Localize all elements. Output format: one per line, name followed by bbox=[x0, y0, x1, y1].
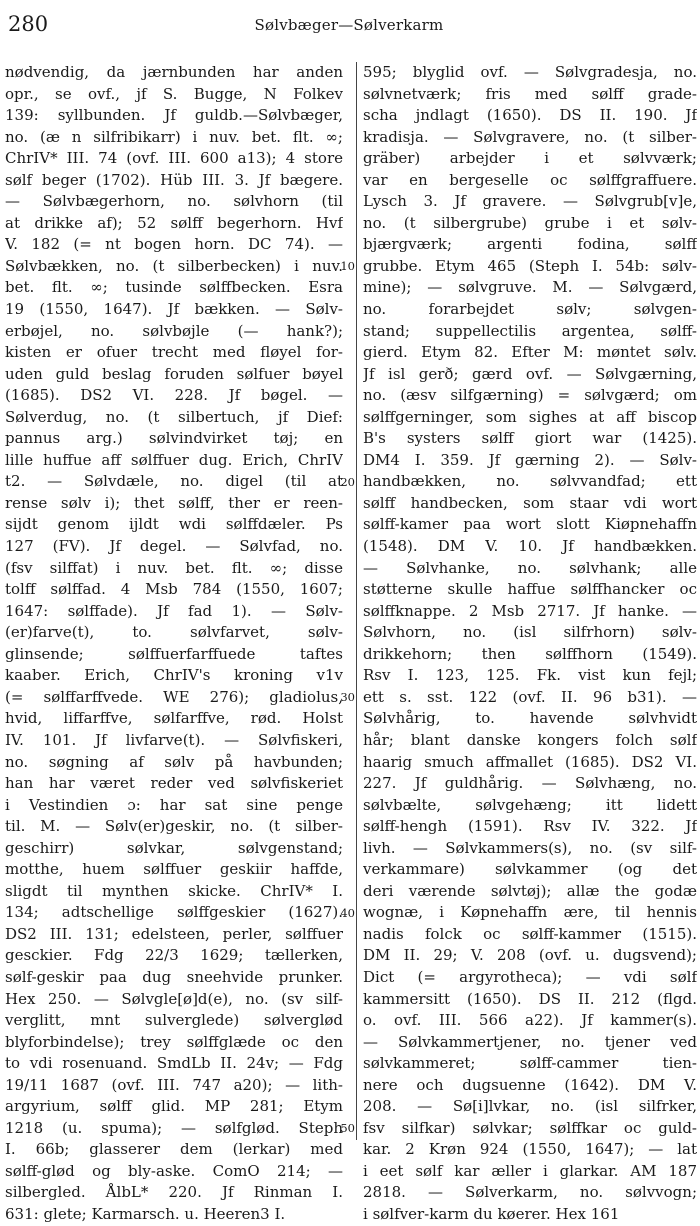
text-line: sølff-glød og bly-aske. ComO 214; — bbox=[5, 1161, 343, 1180]
text-line: han har været reder ved sølvfiskeriet bbox=[5, 774, 343, 793]
text-line: 1218 (u. spuma); — sølfglød. Steph bbox=[5, 1118, 343, 1137]
text-line: nere och dugsuenne (1642). DM V. bbox=[363, 1075, 697, 1094]
text-line: gräber) arbejder i et sølvværk; bbox=[363, 149, 697, 168]
text-line: pannus arg.) sølvindvirket tøj; en bbox=[5, 429, 343, 448]
line-number: 50 bbox=[340, 1121, 355, 1136]
text-line: gierd. Etym 82. Efter M: møntet sølv. bbox=[363, 343, 697, 362]
text-line: (fsv silffat) i nuv. bet. flt. ∞; disse bbox=[5, 558, 343, 577]
text-line: livh. — Sølvkammers(s), no. (sv silf- bbox=[363, 838, 697, 857]
line-number: 10 bbox=[340, 259, 355, 274]
text-line: Dict (= argyrotheca); — vdi sølf bbox=[363, 967, 697, 986]
text-line: i sølfver-karm du køerer. Hex 161 bbox=[363, 1204, 620, 1223]
text-line: nødvendig, da jærnbunden har anden bbox=[5, 63, 343, 81]
text-line: sølff-kamer paa wort slott Kiøpnehaffn bbox=[363, 515, 697, 534]
text-line: sligdt til mynthen skicke. ChrIV* I. bbox=[5, 881, 343, 900]
text-line: sijdt genom ijldt wdi sølffdæler. Ps bbox=[5, 515, 343, 534]
text-line: I. 66b; glasserer dem (lerkar) med bbox=[5, 1140, 343, 1159]
text-line: sølf-geskir paa dug sneehvide prunker. bbox=[5, 967, 343, 986]
line-number: 40 bbox=[340, 905, 355, 920]
text-line: i Vestindien ɔ: har sat sine penge bbox=[5, 795, 343, 814]
text-line: sølff handbecken, som staar vdi wort bbox=[363, 493, 697, 512]
text-line: til. M. — Sølv(er)geskir, no. (t silber- bbox=[5, 817, 343, 836]
text-line: 19 (1550, 1647). Jf bækken. — Sølv- bbox=[5, 300, 343, 319]
text-line: stand; suppellectilis argentea, sølff- bbox=[363, 321, 697, 340]
text-line: V. 182 (= nt bogen horn. DC 74). — bbox=[5, 235, 343, 254]
text-line: verglitt, mnt sulverglede) sølverglød bbox=[5, 1011, 343, 1030]
text-line: 631: glete; Karmarsch. u. Heeren3 I. bbox=[5, 1204, 286, 1223]
text-line: Jf isl gerð; gærd ovf. — Sølvgærning, bbox=[363, 364, 697, 383]
text-line: (1685). DS2 VI. 228. Jf bøgel. — bbox=[5, 386, 343, 405]
text-line: mine); — sølvgruve. M. — Sølvgærd, bbox=[363, 278, 697, 297]
text-line: DS2 III. 131; edelsteen, perler, sølffuer bbox=[5, 924, 343, 943]
text-line: 127 (FV). Jf degel. — Sølvfad, no. bbox=[5, 537, 343, 556]
text-line: no. (æsv silfgærning) = sølvgærd; om bbox=[363, 386, 697, 405]
text-line: fsv silfkar) sølvkar; sølffkar oc guld- bbox=[363, 1118, 697, 1137]
text-line: kisten er ofuer trecht med fløyel for- bbox=[5, 343, 343, 362]
text-line: hår; blant danske kongers folch sølf bbox=[363, 730, 697, 749]
text-line: no. (t silbergrube) grube i et sølv- bbox=[363, 213, 697, 232]
text-line: grubbe. Etym 465 (Steph I. 54b: sølv- bbox=[363, 256, 697, 275]
text-line: kar. 2 Krøn 924 (1550, 1647); — lat bbox=[363, 1140, 697, 1159]
text-line: B's systers sølff giort war (1425). bbox=[363, 429, 697, 448]
text-line: scha jndlagt (1650). DS II. 190. Jf bbox=[363, 106, 697, 125]
text-line: sølffgerninger, som sighes at aff biscop bbox=[363, 407, 697, 426]
text-line: at drikke af); 52 sølff begerhorn. Hvf bbox=[5, 213, 343, 232]
page-header bbox=[8, 8, 690, 38]
text-line: bjærgværk; argenti fodina, sølff bbox=[363, 235, 697, 254]
line-number: 20 bbox=[340, 474, 355, 489]
text-line: deri værende sølvtøj); allæ the godæ bbox=[363, 881, 697, 900]
text-line: var en bergeselle oc sølffgraffuere. bbox=[363, 170, 697, 189]
text-line: Hex 250. — Sølvgle[ø]d(e), no. (sv silf- bbox=[5, 989, 343, 1008]
text-line: wognæ, i Køpnehaffn ære, til hennis bbox=[363, 903, 697, 922]
text-line: ChrIV* III. 74 (ovf. III. 600 a13); 4 store bbox=[5, 149, 343, 168]
text-line: verkammare) sølvkammer (og det bbox=[363, 860, 697, 879]
text-line: — Sølvhanke, no. sølvhank; alle bbox=[363, 558, 697, 577]
text-line: silbergled. ÅlbL* 220. Jf Rinman I. bbox=[5, 1183, 343, 1202]
text-line: to vdi rosenuand. SmdLb II. 24v; — Fdg bbox=[5, 1054, 343, 1073]
text-line: uden guld beslag foruden sølfuer bøyel bbox=[5, 364, 343, 383]
text-line: opr., se ovf., jf S. Bugge, N Folkev bbox=[5, 84, 343, 103]
text-line: geschirr) sølvkar, sølvgenstand; bbox=[5, 838, 343, 857]
text-line: Sølvhårig, to. havende sølvhvidt bbox=[363, 709, 697, 728]
text-line: argyrium, sølff glid. MP 281; Etym bbox=[5, 1097, 343, 1116]
text-line: ett s. sst. 122 (ovf. II. 96 b31). — bbox=[363, 687, 697, 706]
text-line: 19/11 1687 (ovf. III. 747 a20); — lith- bbox=[5, 1075, 343, 1094]
text-line: kradisja. — Sølvgravere, no. (t silber- bbox=[363, 127, 697, 146]
text-line: glinsende; sølffuerfarffuede taftes bbox=[5, 644, 343, 663]
text-line: 227. Jf guldhårig. — Sølvhæng, no. bbox=[363, 774, 697, 793]
text-line: no. (æ n silfribikarr) i nuv. bet. flt. ∞; bbox=[5, 127, 343, 146]
running-title: Sølvbæger—Sølverkarm bbox=[254, 16, 444, 34]
right-column bbox=[363, 62, 697, 1226]
text-line: handbækken, no. sølvvandfad; ett bbox=[363, 472, 697, 491]
text-line: 595; blyglid ovf. — Sølvgradesja, no. bbox=[363, 63, 697, 81]
text-line: motthe, huem sølffuer geskiir haffde, bbox=[5, 860, 343, 879]
text-line: rense sølv i); thet sølff, ther er reen- bbox=[5, 493, 343, 512]
text-line: 139: syllbunden. Jf guldb.—Sølvbæger, bbox=[5, 106, 343, 125]
text-line: blyforbindelse); trey sølffglæde oc den bbox=[5, 1032, 343, 1051]
text-line: drikkehorn; then sølffhorn (1549). bbox=[363, 644, 697, 663]
text-line: o. ovf. III. 566 a22). Jf kammer(s). bbox=[363, 1011, 697, 1030]
text-line: (= sølffarffvede. WE 276); gladiolus, bbox=[5, 687, 343, 706]
text-line: 208. — Sø[i]lvkar, no. (isl silfrker, bbox=[363, 1097, 697, 1116]
text-line: kammersitt (1650). DS II. 212 (flgd. bbox=[363, 989, 697, 1008]
text-line: IV. 101. Jf livfarve(t). — Sølvfiskeri, bbox=[5, 730, 343, 749]
text-line: sølf beger (1702). Hüb III. 3. Jf bægere. bbox=[5, 170, 343, 189]
page-number: 280 bbox=[8, 12, 49, 36]
text-line: sølvkammeret; sølff-cammer tien- bbox=[363, 1054, 697, 1073]
text-line: DM4 I. 359. Jf gærning 2). — Sølv- bbox=[363, 450, 697, 469]
text-line: 2818. — Sølverkarm, no. sølvvogn; bbox=[363, 1183, 697, 1202]
text-line: lille huffue aff sølffuer dug. Erich, ChrIV bbox=[5, 450, 343, 469]
text-line: — Sølvkammertjener, no. tjener ved bbox=[363, 1032, 697, 1051]
text-line: tolff sølffad. 4 Msb 784 (1550, 1607; bbox=[5, 580, 343, 599]
text-line: gesckier. Fdg 22/3 1629; tællerken, bbox=[5, 946, 343, 965]
text-line: Rsv I. 123, 125. Fk. vist kun fejl; bbox=[363, 666, 697, 685]
text-line: haarig smuch affmallet (1685). DS2 VI. bbox=[363, 752, 697, 771]
text-line: kaaber. Erich, ChrIV's kroning v1v bbox=[5, 666, 343, 685]
text-line: 134; adtschellige sølffgeskier (1627). bbox=[5, 903, 343, 922]
text-line: Lysch 3. Jf gravere. — Sølvgrub[v]e, bbox=[363, 192, 697, 211]
text-line: — Sølvbægerhorn, no. sølvhorn (til bbox=[5, 192, 343, 211]
text-line: Sølverdug, no. (t silbertuch, jf Dief: bbox=[5, 407, 343, 426]
text-line: no. forarbejdet sølv; sølvgen- bbox=[363, 300, 697, 319]
line-number: 30 bbox=[340, 690, 355, 705]
text-line: erbøjel, no. sølvbøjle (— hank?); bbox=[5, 321, 343, 340]
text-line: sølvnetværk; fris med sølff grade- bbox=[363, 84, 697, 103]
text-line: (1548). DM V. 10. Jf handbækken. bbox=[363, 537, 697, 556]
text-line: sølvbælte, sølvgehæng; itt lidett bbox=[363, 795, 697, 814]
text-line: bet. flt. ∞; tusinde sølffbecken. Esra bbox=[5, 278, 343, 297]
text-line: Sølvhorn, no. (isl silfrhorn) sølv- bbox=[363, 623, 697, 642]
text-line: (er)farve(t), to. sølvfarvet, sølv- bbox=[5, 623, 343, 642]
text-line: i eet sølf kar æller i glarkar. AM 187 bbox=[363, 1161, 697, 1180]
text-line: DM II. 29; V. 208 (ovf. u. dugsvend); bbox=[363, 946, 697, 965]
text-line: nadis folck oc sølff-kammer (1515). bbox=[363, 924, 697, 943]
column-divider bbox=[356, 62, 357, 1140]
text-line: no. søgning af sølv på havbunden; bbox=[5, 752, 343, 771]
text-line: 1647: sølffade). Jf fad 1). — Sølv- bbox=[5, 601, 343, 620]
text-line: støtterne skulle haffue sølffhancker oc bbox=[363, 580, 697, 599]
text-line: sølffknappe. 2 Msb 2717. Jf hanke. — bbox=[363, 601, 697, 620]
text-line: Sølvbækken, no. (t silberbecken) i nuv. bbox=[5, 256, 343, 275]
text-line: t2. — Sølvdæle, no. digel (til at bbox=[5, 472, 343, 491]
left-column bbox=[5, 62, 343, 1226]
text-line: hvid, liffarffve, sølfarffve, rød. Holst bbox=[5, 709, 343, 728]
text-line: sølff-hengh (1591). Rsv IV. 322. Jf bbox=[363, 817, 697, 836]
